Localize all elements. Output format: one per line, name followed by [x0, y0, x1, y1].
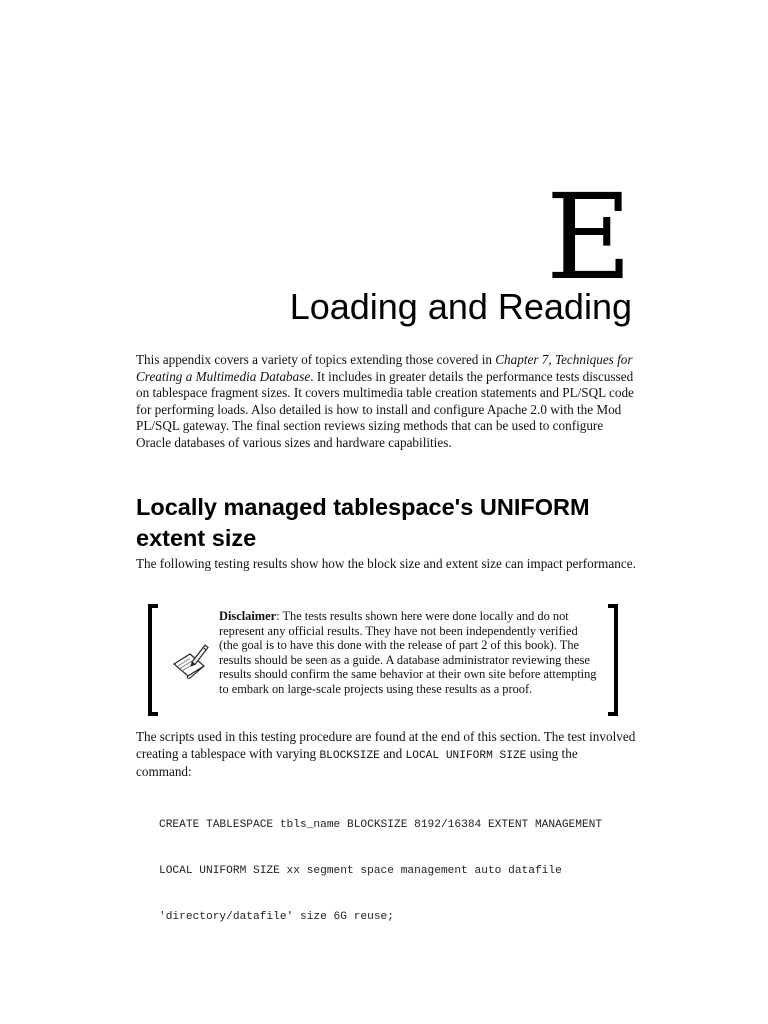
code-line: CREATE TABLESPACE tbls_name BLOCKSIZE 8192/16384 EXTENT MANAGEMENT	[159, 819, 603, 832]
code-line: LOCAL UNIFORM SIZE xx segment space management auto datafile	[159, 865, 562, 878]
disclaimer-label: Disclaimer	[219, 609, 277, 623]
disclaimer-body: : The tests results shown here were done locally and do not represent any official results. They have not been independently verified (the goal is to have this done with the release of part 2 of this book). The results should be seen as a guide. A database administrator reviewing these results should confirm the same behavior at their own site before attempting to embark on large-scale projects using these results as a proof.	[219, 609, 597, 696]
intro-text-start: This appendix covers a variety of topics extending those covered in	[136, 352, 496, 367]
chapter-letter: E	[545, 168, 632, 306]
disclaimer-callout	[148, 604, 618, 716]
callout-right-bracket	[608, 604, 618, 716]
section-lead-paragraph: The following testing results show how the block size and extent size can impact performance.	[136, 556, 636, 571]
inline-code-uniform-size: LOCAL UNIFORM SIZE	[405, 749, 527, 762]
intro-paragraph	[136, 352, 636, 452]
chapter-reference: Chapter 7, Techniques for Creating a Multimedia Database	[136, 352, 633, 384]
scripts-text-3: using the command:	[136, 745, 578, 780]
disclaimer-text	[219, 609, 597, 697]
chapter-title: Loading and Reading	[289, 286, 632, 327]
section-heading: Locally managed tablespace's UNIFORM extent size	[136, 494, 590, 551]
callout-left-bracket	[148, 604, 158, 716]
scripts-text-2: and	[379, 745, 406, 761]
note-pen-icon	[168, 638, 212, 682]
intro-text-end: . It includes in greater details the performance tests discussed on tablespace fragment sizes. It covers multimedia table creation statements and PL/SQL code for performing loads. Also detailed is how to install and configure Apache 2.0 with the Mod PL/SQL gateway. The final section reviews sizing methods that can be used to configure Oracle databases of various sizes and hardware capabilities.	[136, 368, 634, 450]
scripts-paragraph	[136, 729, 636, 781]
code-block	[159, 788, 639, 955]
code-line: 'directory/datafile' size 6G reuse;	[159, 910, 394, 923]
scripts-text-1: The scripts used in this testing procedure are found at the end of this section. The test involved creating a tablespace with varying	[136, 729, 636, 761]
inline-code-blocksize: BLOCKSIZE	[319, 749, 380, 762]
